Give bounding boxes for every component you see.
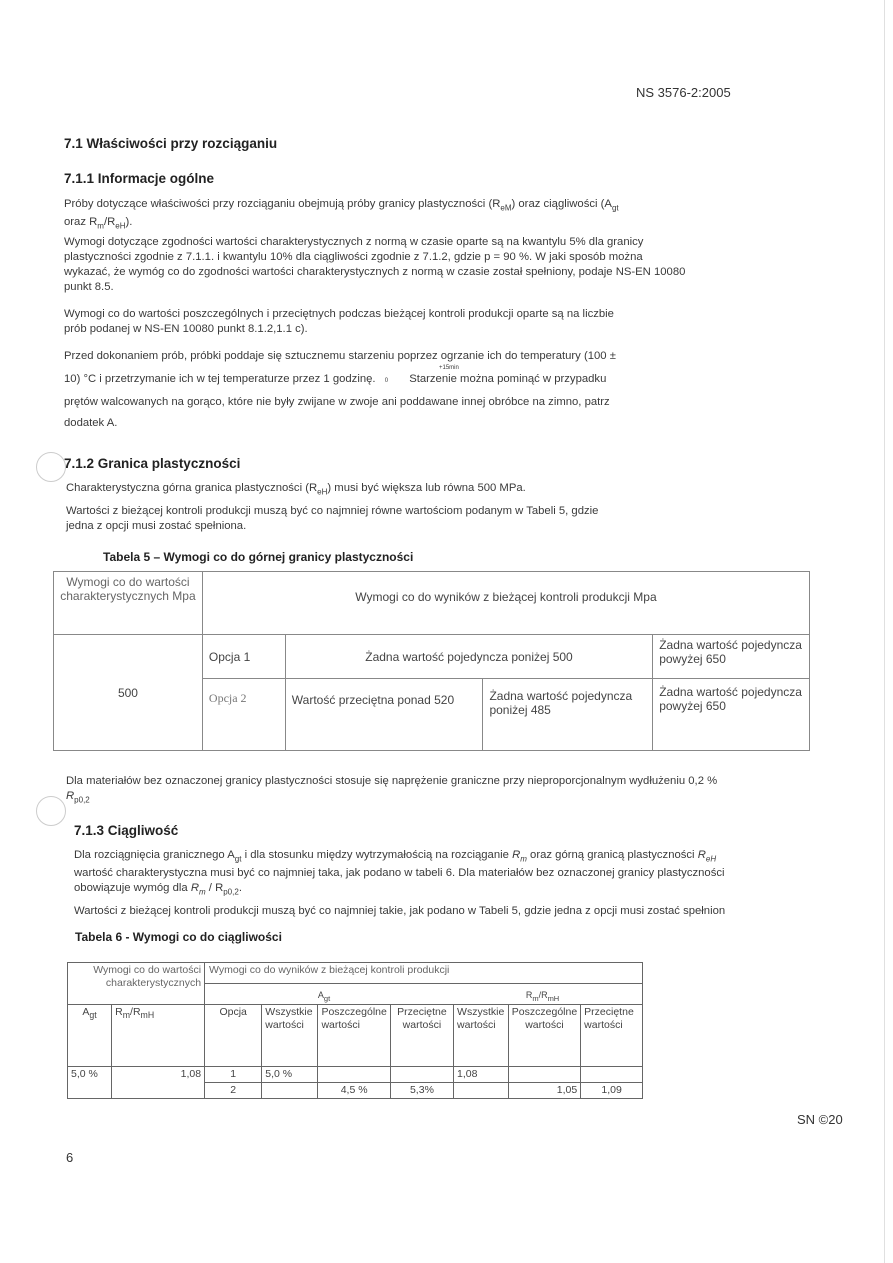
section-7-1-2-title: 7.1.2 Granica plastyczności xyxy=(64,456,241,471)
t6-r2-single: 4,5 % xyxy=(318,1083,390,1099)
t5-head-right: Wymogi co do wyników z bieżącej kontroli produkcji Mpa xyxy=(202,572,809,635)
t6-group-agt: $A_{gt}$ xyxy=(317,990,331,1003)
section-7-1-3-title: 7.1.3 Ciągliwość xyxy=(74,823,179,838)
t6-head-right: Wymogi co do wyników z bieżącej kontroli produkcji $A_{gt}$ $R_m/R_{mH}$ xyxy=(205,963,643,1005)
t6-col-avg-agt: Przeciętne wartości xyxy=(390,1005,453,1067)
para-7-1-2-2: Wartości z bieżącej kontroli produkcji muszą być co najmniej równe wartościom podanym w Tabeli 5, gdzie jedna z opcji musi zostać spełniona. xyxy=(66,505,599,532)
t5-option-1: Opcja 1 xyxy=(202,635,285,679)
t6-col-single-rm: Poszczególne wartości xyxy=(508,1005,580,1067)
t6-r1-all2: 1,08 xyxy=(454,1067,509,1083)
table-5 xyxy=(53,571,810,751)
t5-option-2: Opcja 2 xyxy=(202,679,285,751)
page-number: 6 xyxy=(66,1150,74,1165)
t6-col-all-agt: Wszystkie wartości xyxy=(262,1005,318,1067)
table-6 xyxy=(67,962,643,1099)
t6-head-left: Wymogi co do wartości charakterystycznych xyxy=(68,963,205,1005)
t5-opt2-avg: Wartość przeciętna ponad 520 xyxy=(285,679,483,751)
para-7-1-3-2: Wartości z bieżącej kontroli produkcji muszą być co najmniej takie, jak podano w Tabeli 5, gdzie jedna z opcji musi zostać spełnion xyxy=(74,905,726,917)
para-7-1-2-1: Charakterystyczna górna granica plastyczności $(R_{eH})$ musi być większa lub równa 500 MPa. xyxy=(66,482,526,497)
t6-col-opcja: Opcja xyxy=(205,1005,262,1067)
table-5-caption: Tabela 5 – Wymogi co do górnej granicy plastyczności xyxy=(103,550,414,564)
para-7-1-1-1: Próby dotyczące właściwości przy rozciąganiu obejmują próby granicy plastyczności $(R_{eM})$ oraz ciągliwości ($A_{gt}$ oraz $R_m/R_{eH}$). xyxy=(64,198,619,231)
copyright-footer: SN ©20 xyxy=(797,1112,843,1127)
t6-r1-opt: 1 xyxy=(205,1067,262,1083)
t6-r2-opt: 2 xyxy=(205,1083,262,1099)
t5-opt1-min: Żadna wartość pojedyncza poniżej 500 xyxy=(285,635,652,679)
t6-r2-avg2: 1,09 xyxy=(581,1083,643,1099)
standard-code: NS 3576-2:2005 xyxy=(636,85,731,100)
t6-r1-agt: 5,0 % xyxy=(68,1067,112,1099)
t5-head-left: Wymogi co do wartości charakterystycznych Mpa xyxy=(54,572,203,635)
section-7-1-title: 7.1 Właściwości przy rozciąganiu xyxy=(64,136,278,151)
t5-char-value: 500 xyxy=(54,635,203,751)
t5-opt2-min: Żadna wartość pojedyncza poniżej 485 xyxy=(483,679,653,751)
para-7-1-1-2: Wymogi dotyczące zgodności wartości charakterystycznych z normą w czasie oparte są na kwantylu 5% dla granicy plastyczności zgodnie z 7.1.1. i kwantylu 10% dla ciągliwości zgodnie z 7.1.2, gdzie p = 90 %. W jaki sposób można wykazać, że wymóg co do zgodności wartości charakterystycznych z normą w czasie został spełniony, podaje NS-EN 10080 punkt 8.5. xyxy=(64,236,686,293)
t6-r1-all: 5,0 % xyxy=(262,1067,318,1083)
scan-edge-line xyxy=(884,0,885,1263)
t6-group-rmreh: $R_m/R_{mH}$ xyxy=(525,990,560,1003)
note-rp02: Dla materiałów bez oznaczonej granicy plastyczności stosuje się naprężenie graniczne przy nieproporcjonalnym wydłużeniu 0,2 % $R_{p0,2}$ xyxy=(66,775,718,805)
t5-opt2-max: Żadna wartość pojedyncza powyżej 650 xyxy=(653,679,810,751)
punch-hole-mark xyxy=(36,452,66,482)
t6-r2-avg: 5,3% xyxy=(390,1083,453,1099)
section-7-1-1-title: 7.1.1 Informacje ogólne xyxy=(64,171,215,186)
t6-col-rmreh: $R_m/R_{mH}$ xyxy=(112,1005,205,1067)
t6-r2-single2: 1,05 xyxy=(508,1083,580,1099)
t6-col-avg-rm: Przeciętne wartości xyxy=(581,1005,643,1067)
t5-opt1-max: Żadna wartość pojedyncza powyżej 650 xyxy=(653,635,810,679)
para-7-1-1-4: Przed dokonaniem prób, próbki poddaje się sztucznemu starzeniu poprzez ogrzanie ich do temperatury (100 ± +15min 10) °C i przetrzymanie ich w tej temperaturze przez 1 godzinę. 0 Starzenie można pominąć w przypadku prętów walcowanych na gorąco, które nie były zwijane w zwoje ani poddawane innej obróbce na zimno, patrz dodatek A. xyxy=(64,350,616,429)
t6-col-agt: $A_{gt}$ xyxy=(68,1005,112,1067)
t6-col-single-agt: Poszczególne wartości xyxy=(318,1005,390,1067)
punch-hole-mark xyxy=(36,796,66,826)
t6-col-all-rm: Wszystkie wartości xyxy=(454,1005,509,1067)
para-7-1-1-3: Wymogi co do wartości poszczególnych i przeciętnych podczas bieżącej kontroli produkcji oparte są na liczbie prób podanej w NS-EN 10080 punkt 8.1.2,1.1 c). xyxy=(64,308,614,335)
t6-r1-rm: 1,08 xyxy=(112,1067,205,1099)
table-6-caption: Tabela 6 - Wymogi co do ciągliwości xyxy=(75,930,282,944)
para-7-1-3-1: Dla rozciągnięcia granicznego $A_{gt}$ i dla stosunku między wytrzymałością na rozciąganie $R_m$ oraz górną granicą plastyczności $R_{eH}$ wartość charakterystyczna musi być co najmniej taka, jak podano w tabeli 6. Dla materiałów bez oznaczonej granicy plastyczności obowiązuje wymóg dla $R_m / R_{p0,2}$. xyxy=(74,849,725,897)
